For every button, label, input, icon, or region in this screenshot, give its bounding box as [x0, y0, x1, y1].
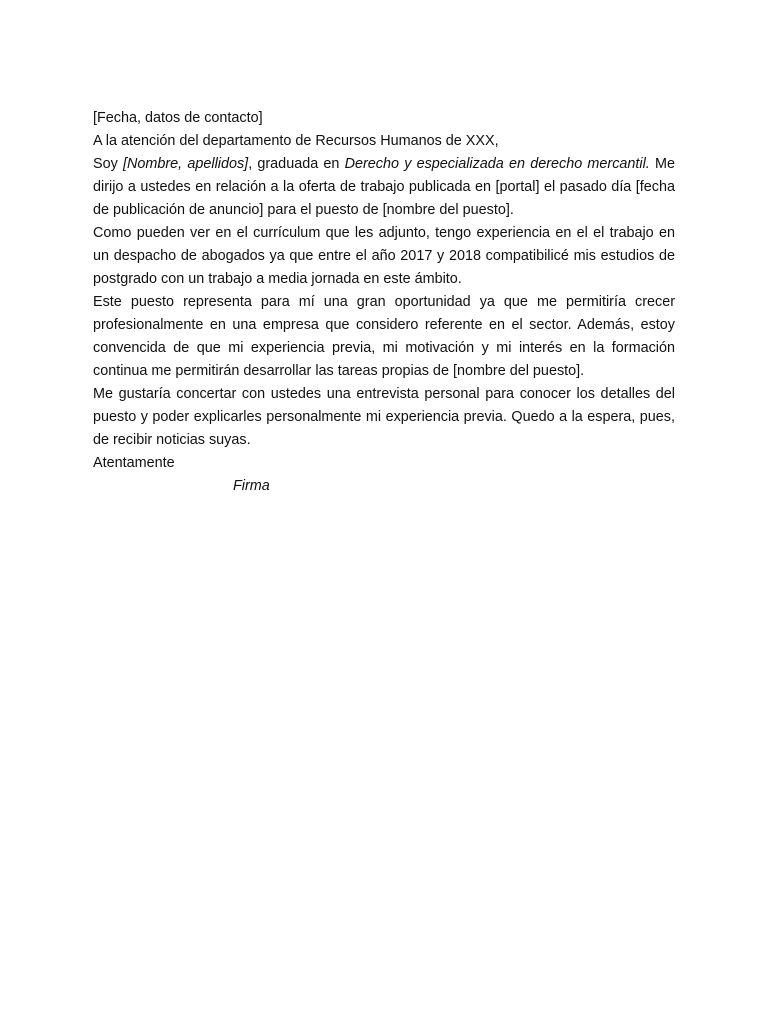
closing: Atentamente	[93, 455, 175, 471]
intro-text-end: Me dirijo a ustedes en relación a la oferta de trabajo publicada en [portal] el pasado día [fecha de publicación de anuncio] para el puesto de [nombre del puesto].	[93, 156, 675, 218]
applicant-name-placeholder: [Nombre, apellidos]	[123, 156, 249, 172]
paragraph-motivation: Este puesto representa para mí una gran oportunidad ya que me permitiría crecer profesionalmente en una empresa que considero referente en el sector. Además, estoy convencida de que mi experiencia previa, mi motivación y mi interés en la formación continua me permitirán desarrollar las tareas propias de [nombre del puesto].	[93, 294, 675, 379]
cover-letter	[93, 107, 675, 498]
intro-text-middle: , graduada en	[248, 156, 345, 172]
paragraph-interview-request: Me gustaría concertar con ustedes una entrevista personal para conocer los detalles del puesto y poder explicarles personalmente mi experiencia previa. Quedo a la espera, pues, de recibir noticias suyas.	[93, 386, 675, 448]
signature: Firma	[233, 478, 270, 494]
intro-text-start: Soy	[93, 156, 123, 172]
date-contact-line: [Fecha, datos de contacto]	[93, 110, 263, 126]
degree-text: Derecho y especializada en derecho mercantil.	[344, 156, 650, 172]
paragraph-experience: Como pueden ver en el currículum que les adjunto, tengo experiencia en el el trabajo en un despacho de abogados ya que entre el año 2017 y 2018 compatibilicé mis estudios de postgrado con un trabajo a media jornada en este ámbito.	[93, 225, 675, 287]
salutation: A la atención del departamento de Recursos Humanos de XXX,	[93, 133, 499, 149]
paragraph-introduction	[93, 153, 675, 222]
